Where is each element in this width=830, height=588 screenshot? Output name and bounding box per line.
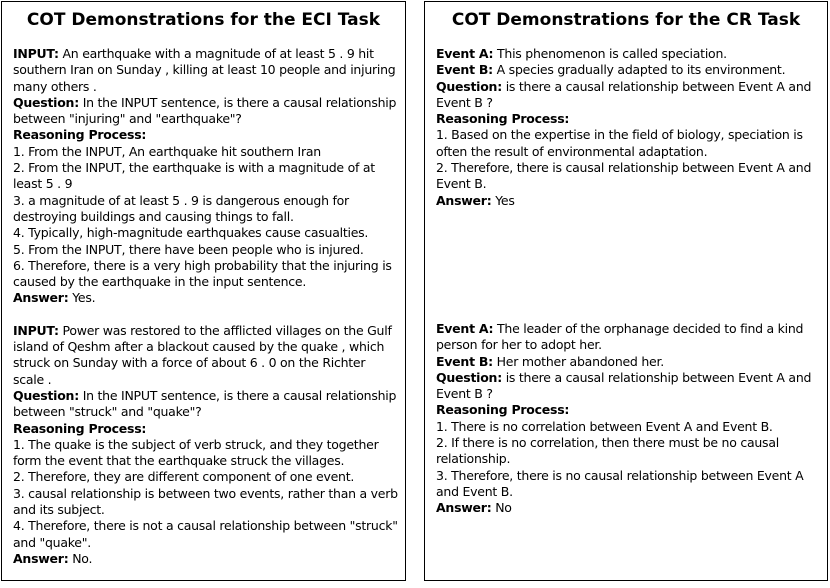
answer-text: No	[495, 500, 512, 516]
cr-ex2-event-b	[436, 354, 821, 370]
question-text: is there a causal relationship between Event A and Event B ?	[436, 369, 812, 402]
input-text: An earthquake with a magnitude of at least 5 . 9 hit southern Iran on Sunday , killing at least 10 people and injuring many others .	[13, 46, 396, 94]
cr-ex2-answer	[436, 500, 821, 516]
reasoning-step: 2. Therefore, they are different component of one event.	[13, 469, 355, 485]
event-b-label: Event B:	[436, 353, 493, 369]
answer-label: Answer:	[436, 500, 492, 516]
eci-ex2-answer	[13, 551, 399, 567]
answer-text: Yes.	[72, 290, 96, 306]
reasoning-step: 3. causal relationship is between two events, rather than a verb and its subject.	[13, 485, 398, 518]
eci-panel	[1, 1, 406, 581]
question-text: In the INPUT sentence, is there a causal relationship between "injuring" and "earthquake"?	[13, 94, 397, 127]
input-label: INPUT:	[13, 322, 59, 338]
cr-ex1-reasoning-label: Reasoning Process:	[436, 111, 570, 127]
answer-label: Answer:	[436, 192, 492, 208]
cr-panel	[424, 1, 828, 581]
reasoning-step: 2. If there is no correlation, then there must be no causal relationship.	[436, 435, 779, 467]
input-label: INPUT:	[13, 46, 59, 61]
event-a-label: Event A:	[436, 321, 494, 336]
eci-panel-body	[13, 46, 399, 567]
cr-ex2-event-a	[436, 321, 821, 354]
cr-panel-title: COT Demonstrations for the CR Task	[451, 10, 801, 30]
answer-text: Yes	[495, 192, 515, 208]
question-text: is there a causal relationship between Event A and Event B ?	[436, 78, 812, 110]
cr-ex2-reasoning-label: Reasoning Process:	[436, 402, 570, 418]
reasoning-step: 4. Typically, high-magnitude earthquakes cause casualties.	[13, 225, 369, 241]
eci-ex1-reasoning-label: Reasoning Process:	[13, 127, 147, 143]
event-a-text: The leader of the orphanage decided to find a kind person for her to adopt her.	[436, 321, 804, 353]
reasoning-step: 4. Therefore, there is not a causal relationship between "struck" and "quake".	[13, 518, 398, 550]
cr-example-1	[436, 46, 821, 209]
reasoning-step: 2. Therefore, there is causal relationship between Event A and Event B.	[436, 160, 812, 192]
eci-ex1-answer	[13, 290, 399, 306]
reasoning-step: 1. The quake is the subject of verb struck, and they together form the event that the earthquake struck the villages.	[13, 436, 379, 469]
answer-text: No.	[72, 550, 93, 566]
question-label: Question:	[436, 369, 502, 385]
example-gap	[13, 307, 399, 323]
cr-ex1-answer	[436, 193, 821, 209]
eci-example-1	[13, 46, 399, 307]
eci-example-2	[13, 323, 399, 567]
reasoning-step: 3. a magnitude of at least 5 . 9 is dangerous enough for destroying buildings and causing things to fall.	[13, 192, 349, 224]
cr-ex1-question	[436, 79, 821, 112]
question-label: Question:	[13, 387, 79, 403]
reasoning-step: 1. Based on the expertise in the field of biology, speciation is often the result of environmental adaptation.	[436, 127, 803, 159]
eci-panel-title: COT Demonstrations for the ECI Task	[26, 10, 381, 30]
event-b-text: A species gradually adapted to its environment.	[496, 62, 786, 78]
cr-ex2-question	[436, 370, 821, 403]
cr-ex1-event-b	[436, 62, 821, 78]
cr-ex1-event-a	[436, 46, 821, 62]
reasoning-step: 5. From the INPUT, there have been people who is injured.	[13, 241, 364, 257]
reasoning-step: 1. From the INPUT, An earthquake hit southern Iran	[13, 143, 321, 159]
event-b-text: Her mother abandoned her.	[496, 353, 664, 369]
input-text: Power was restored to the afflicted villages on the Gulf island of Qeshm after a blackout caused by the quake , which struck on Sunday with a force of about 6 . 0 on the Richter scale .	[13, 322, 392, 387]
eci-ex2-question	[13, 388, 399, 421]
question-label: Question:	[13, 94, 79, 110]
event-b-label: Event B:	[436, 62, 493, 78]
reasoning-step: 6. Therefore, there is a very high probability that the injuring is caused by the earthquake in the input sentence.	[13, 257, 392, 290]
cr-example-2	[436, 321, 821, 517]
eci-ex2-reasoning-label: Reasoning Process:	[13, 420, 147, 436]
answer-label: Answer:	[13, 550, 69, 566]
reasoning-step: 1. There is no correlation between Event A and Event B.	[436, 418, 773, 434]
question-label: Question:	[436, 78, 502, 94]
reasoning-step: 3. Therefore, there is no causal relationship between Event A and Event B.	[436, 467, 804, 499]
eci-ex1-question	[13, 95, 399, 128]
event-a-text: This phenomenon is called speciation.	[497, 46, 727, 61]
question-text: In the INPUT sentence, is there a causal relationship between "struck" and "quake"?	[13, 387, 397, 420]
eci-ex1-input	[13, 46, 399, 95]
reasoning-step: 2. From the INPUT, the earthquake is with a magnitude of at least 5 . 9	[13, 160, 375, 192]
event-a-label: Event A:	[436, 46, 494, 61]
answer-label: Answer:	[13, 290, 69, 306]
eci-ex2-input	[13, 323, 399, 388]
